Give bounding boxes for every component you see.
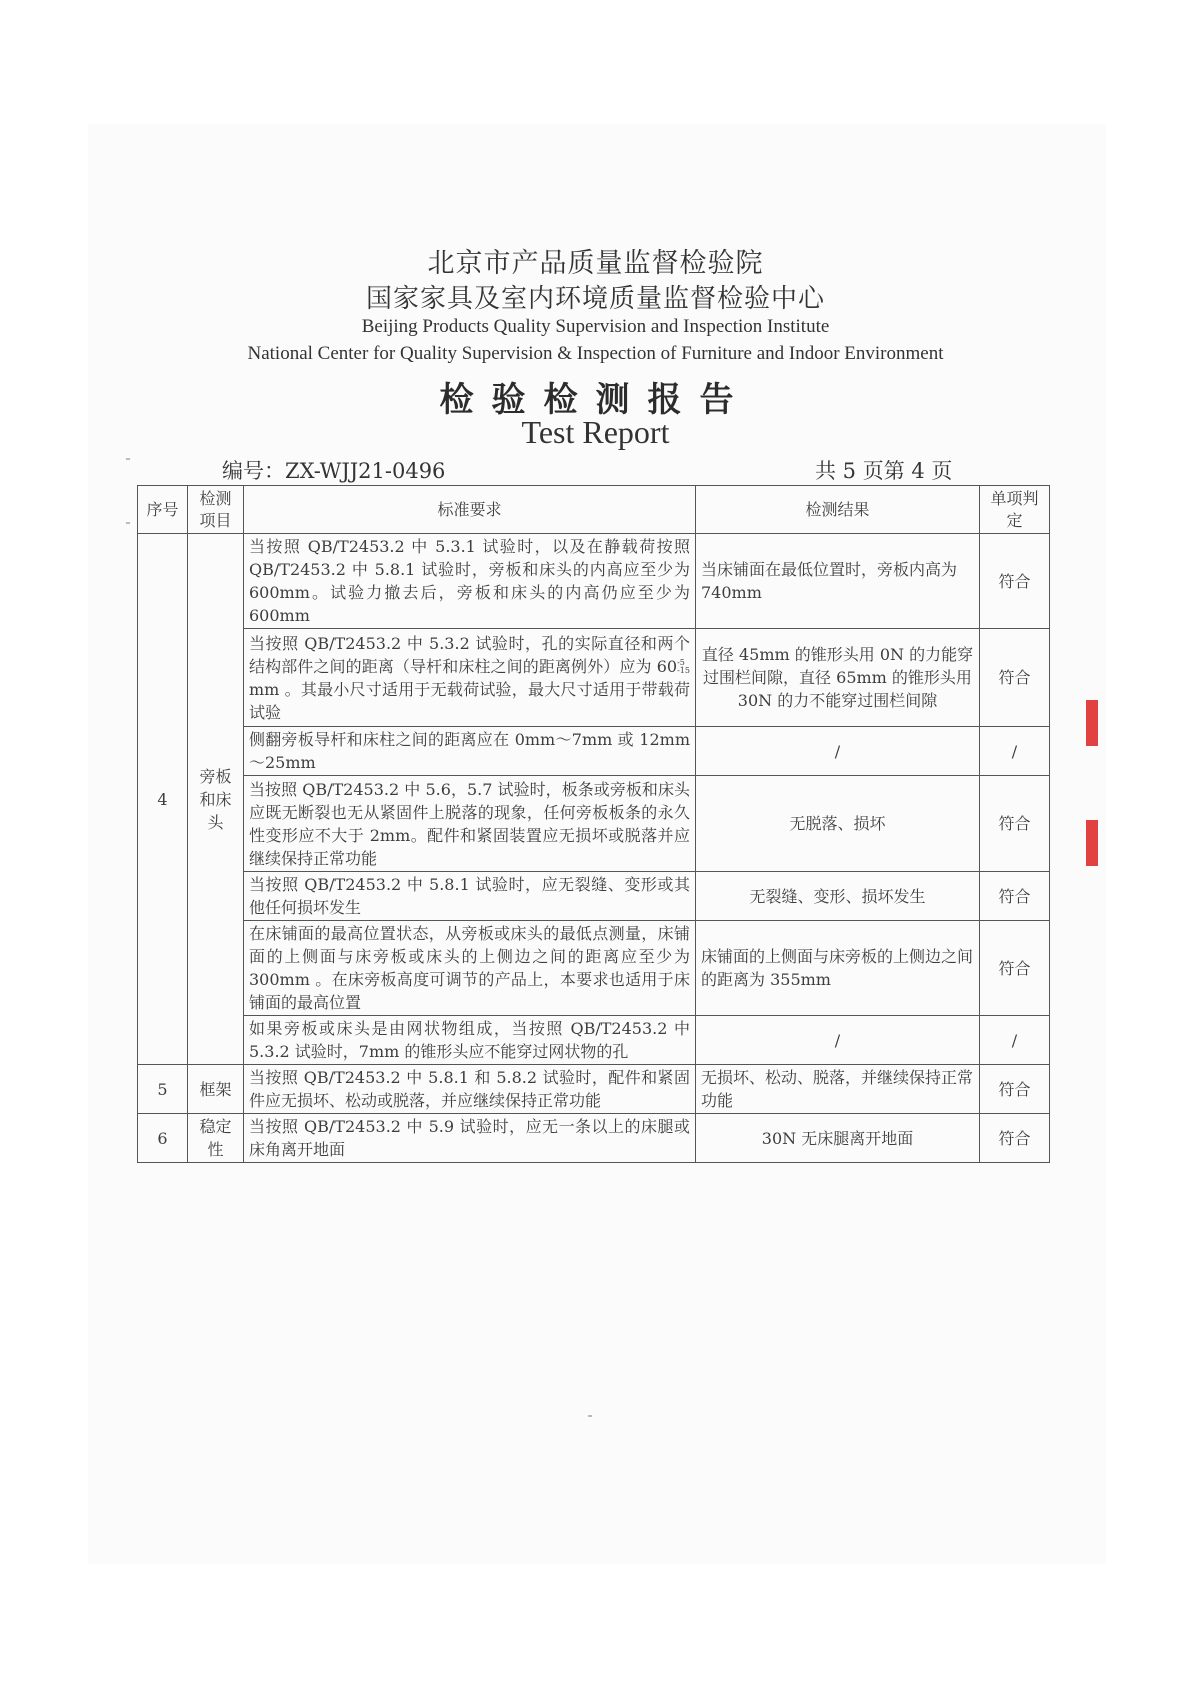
header-verdict: 单项判定 [980,486,1050,534]
scan-speck [126,522,130,524]
header-item: 检测项目 [188,486,244,534]
row-no: 5 [138,1065,188,1114]
verdict-cell: 符合 [980,776,1050,872]
institute-name-cn: 北京市产品质量监督检验院 [427,248,764,279]
table-row [138,1065,1050,1114]
table-row [138,727,1050,776]
page-count: 共 5 页第 4 页 [815,459,953,483]
table-row [138,1016,1050,1065]
verdict-cell: 符合 [980,1114,1050,1163]
table-row [138,534,1050,629]
verdict-cell: 符合 [980,534,1050,629]
header-no: 序号 [138,486,188,534]
requirement-cell: 侧翻旁板导杆和床柱之间的距离应在 0mm～7mm 或 12mm ～25mm [244,727,696,776]
report-title-en: Test Report [521,414,670,450]
header-requirement: 标准要求 [244,486,696,534]
table-row [138,921,1050,1016]
table-row [138,872,1050,921]
table-row [138,629,1050,727]
verdict-cell: 符合 [980,1065,1050,1114]
result-cell: 无损坏、松动、脱落，并继续保持正常功能 [696,1065,980,1114]
requirement-cell: 当按照 QB/T2453.2 中 5.3.1 试验时，以及在静载荷按照 QB/T2453.2 中 5.8.1 试验时，旁板和床头的内高应至少为 600mm。试验力撤去后，旁板和床头的内高仍应至少为 600mm [244,534,696,629]
requirement-cell: 当按照 QB/T2453.2 中 5.6，5.7 试验时，板条或旁板和床头应既无断裂也无从紧固件上脱落的现象，任何旁板板条的永久性变形应不大于 2mm。配件和紧固装置应无损坏或脱落并应继续保持正常功能 [244,776,696,872]
result-cell: 30N 无床腿离开地面 [696,1114,980,1163]
inspection-table [137,485,1050,1163]
verdict-cell: 符合 [980,629,1050,727]
requirement-cell: 当按照 QB/T2453.2 中 5.8.1 试验时，应无裂缝、变形或其他任何损坏发生 [244,872,696,921]
verdict-cell: 符合 [980,921,1050,1016]
institute-name-en: Beijing Products Quality Supervision and Inspection Institute [361,316,830,337]
seal-edge [1086,700,1100,880]
row-item: 稳定性 [188,1114,244,1163]
result-cell: 直径 45mm 的锥形头用 0N 的力能穿过围栏间隙，直径 65mm 的锥形头用 30N 的力不能穿过围栏间隙 [696,629,980,727]
report-title-cn: 检验检测报告 [439,380,752,420]
result-cell: 床铺面的上侧面与床旁板的上侧边之间的距离为 355mm [696,921,980,1016]
verdict-cell: / [980,1016,1050,1065]
result-cell: / [696,1016,980,1065]
result-cell: / [696,727,980,776]
table-header-row [138,486,1050,534]
group-no: 4 [138,534,188,1065]
group-item: 旁板和床头 [188,534,244,1065]
row-item: 框架 [188,1065,244,1114]
report-number: 编号：ZX-WJJ21-0496 [222,459,446,483]
row-no: 6 [138,1114,188,1163]
verdict-cell: / [980,727,1050,776]
requirement-cell: 在床铺面的最高位置状态，从旁板或床头的最低点测量，床铺面的上侧面与床旁板或床头的上侧边之间的距离应至少为 300mm 。在床旁板高度可调节的产品上，本要求也适用于床铺面的最高位置 [244,921,696,1016]
result-cell: 无裂缝、变形、损坏发生 [696,872,980,921]
scan-speck [588,1415,592,1417]
requirement-cell: 当按照 QB/T2453.2 中 5.8.1 和 5.8.2 试验时，配件和紧固件应无损坏、松动或脱落，并应继续保持正常功能 [244,1065,696,1114]
center-name-en: National Center for Quality Supervision & Inspection of Furniture and Indoor Environment [247,343,944,364]
requirement-cell: 当按照 QB/T2453.2 中 5.3.2 试验时，孔的实际直径和两个结构部件之间的距离（导杆和床柱之间的距离例外）应为 60-5 -15 mm 。其最小尺寸适用于无载荷试验，最大尺寸适用于带载荷试验 [244,629,696,727]
scan-speck [126,458,130,460]
requirement-cell: 当按照 QB/T2453.2 中 5.9 试验时，应无一条以上的床腿或床角离开地面 [244,1114,696,1163]
verdict-cell: 符合 [980,872,1050,921]
tolerance-value: 60-5 -15 [656,656,690,676]
result-cell: 无脱落、损坏 [696,776,980,872]
requirement-cell: 如果旁板或床头是由网状物组成，当按照 QB/T2453.2 中 5.3.2 试验时，7mm 的锥形头应不能穿过网状物的孔 [244,1016,696,1065]
table-row [138,1114,1050,1163]
result-cell: 当床铺面在最低位置时，旁板内高为 740mm [696,534,980,629]
header-result: 检测结果 [696,486,980,534]
table-row [138,776,1050,872]
center-name-cn: 国家家具及室内环境质量监督检验中心 [365,284,825,314]
